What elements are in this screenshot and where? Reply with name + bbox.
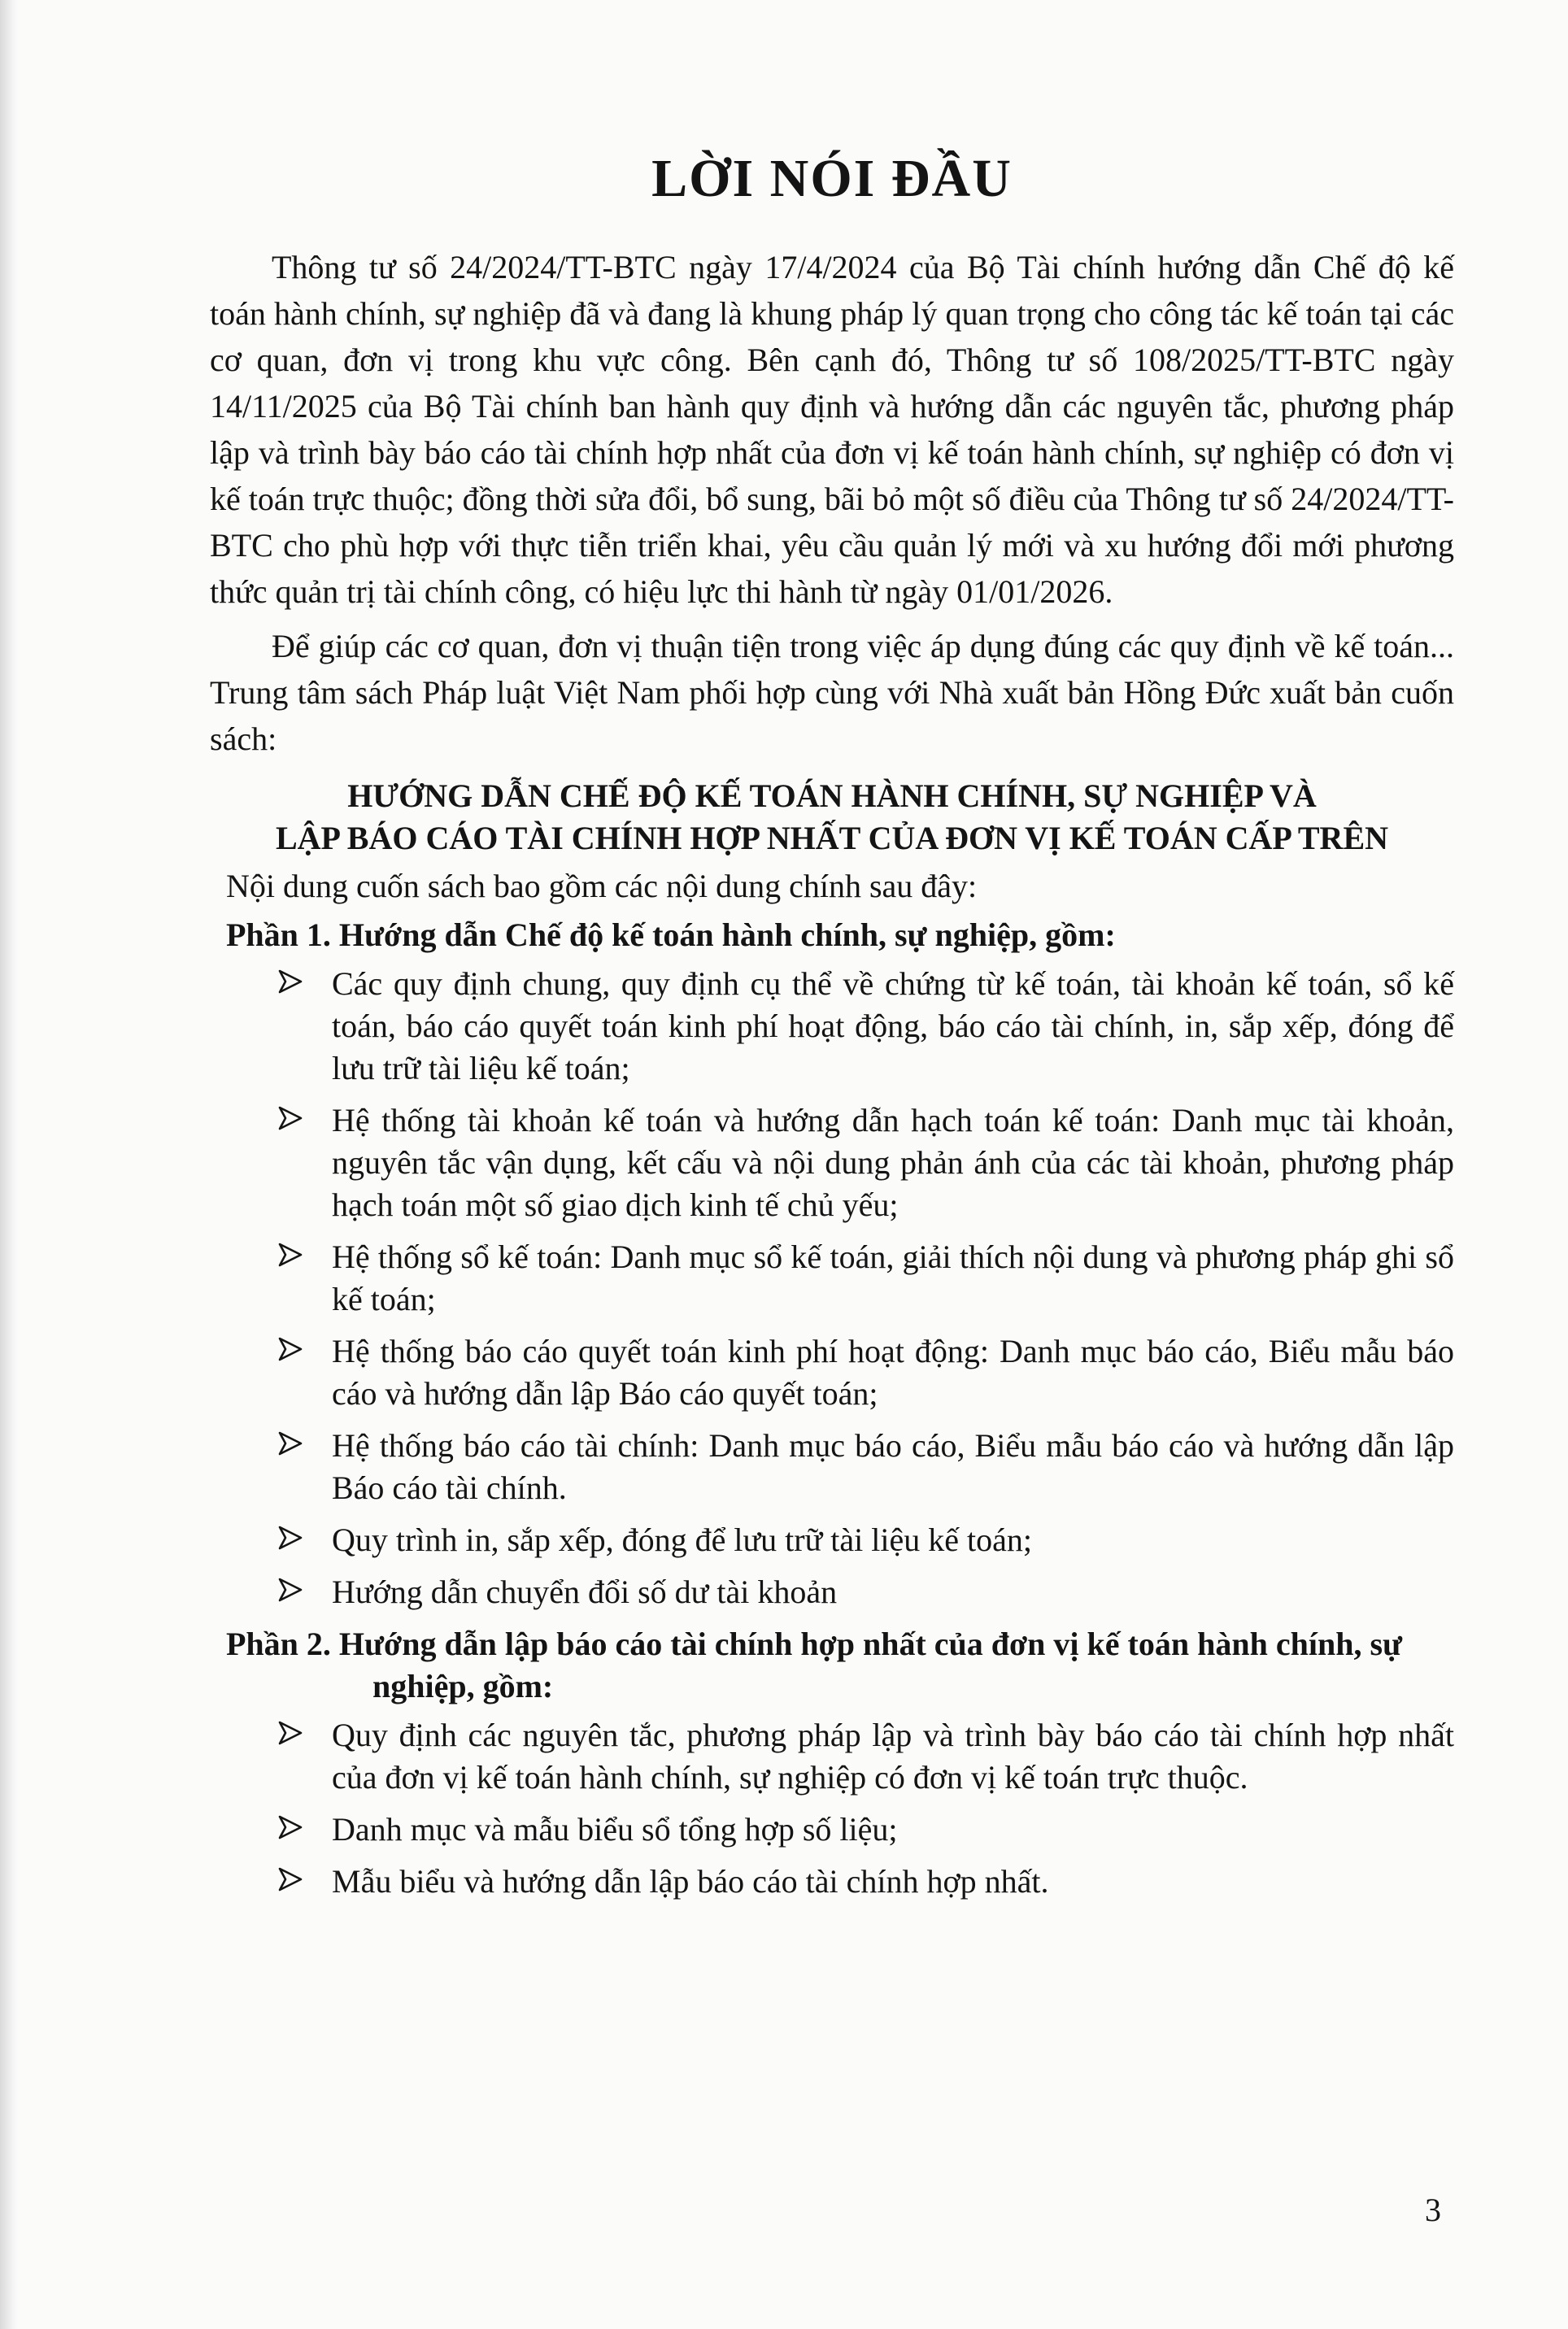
list-item (210, 1425, 1454, 1509)
list-item-text: Quy trình in, sắp xếp, đóng để lưu trữ tài liệu kế toán; (332, 1521, 1032, 1558)
contents-intro: Nội dung cuốn sách bao gồm các nội dung chính sau đây: (226, 868, 978, 904)
arrow-bullet-icon (277, 1524, 304, 1552)
list-item (210, 1236, 1454, 1321)
list-item (210, 1519, 1454, 1561)
page-title: LỜI NÓI ĐẦU (651, 149, 1013, 208)
book-title (210, 775, 1454, 860)
arrow-bullet-icon (277, 1576, 304, 1604)
list-item-text: Hệ thống tài khoản kế toán và hướng dẫn hạch toán kế toán: Danh mục tài khoản, nguyên tắc vận dụng, kết cấu và nội dung phản ánh của các tài khoản, phương pháp hạch toán một số giao dịch kinh tế chủ yếu; (332, 1102, 1454, 1223)
list-item (210, 1809, 1454, 1851)
page-number: 3 (1425, 2192, 1441, 2228)
arrow-bullet-icon (277, 1241, 304, 1269)
page-binding-edge (0, 0, 18, 2329)
list-item (210, 1330, 1454, 1415)
arrow-bullet-icon (277, 968, 304, 995)
list-item (210, 1099, 1454, 1226)
list-item-text: Các quy định chung, quy định cụ thể về chứng từ kế toán, tài khoản kế toán, sổ kế toán, báo cáo quyết toán kinh phí hoạt động, báo cáo tài chính, in, sắp xếp, đóng để lưu trữ tài liệu kế toán; (332, 965, 1454, 1086)
list-item-text: Quy định các nguyên tắc, phương pháp lập và trình bày báo cáo tài chính hợp nhất của đơn vị kế toán hành chính, sự nghiệp có đơn vị kế toán trực thuộc. (332, 1717, 1454, 1796)
book-title-line-1: HƯỚNG DẪN CHẾ ĐỘ KẾ TOÁN HÀNH CHÍNH, SỰ NGHIỆP VÀ (347, 777, 1317, 814)
list-item-text: Hướng dẫn chuyển đổi số dư tài khoản (332, 1574, 838, 1610)
paragraph-intro: Thông tư số 24/2024/TT-BTC ngày 17/4/2024 của Bộ Tài chính hướng dẫn Chế độ kế toán hành chính, sự nghiệp đã và đang là khung pháp lý quan trọng cho công tác kế toán tại các cơ quan, đơn vị trong khu vực công. Bên cạnh đó, Thông tư số 108/2025/TT-BTC ngày 14/11/2025 của Bộ Tài chính ban hành quy định và hướng dẫn các nguyên tắc, phương pháp lập và trình bày báo cáo tài chính hợp nhất của đơn vị kế toán hành chính, sự nghiệp có đơn vị kế toán trực thuộc; đồng thời sửa đổi, bổ sung, bãi bỏ một số điều của Thông tư số 24/2024/TT-BTC cho phù hợp với thực tiễn triển khai, yêu cầu quản lý mới và xu hướng đổi mới phương thức quản trị tài chính công, có hiệu lực thi hành từ ngày 01/01/2026. (210, 249, 1454, 610)
part-1-list (210, 963, 1454, 1613)
list-item-text: Hệ thống báo cáo tài chính: Danh mục báo cáo, Biểu mẫu báo cáo và hướng dẫn lập Báo cáo tài chính. (332, 1427, 1454, 1506)
list-item (210, 1571, 1454, 1613)
arrow-bullet-icon (277, 1719, 304, 1747)
list-item-text: Hệ thống sổ kế toán: Danh mục sổ kế toán, giải thích nội dung và phương pháp ghi sổ kế toán; (332, 1239, 1454, 1317)
paragraph-purpose: Để giúp các cơ quan, đơn vị thuận tiện trong việc áp dụng đúng các quy định về kế toán... Trung tâm sách Pháp luật Việt Nam phối hợp cùng với Nhà xuất bản Hồng Đức xuất bản cuốn sách: (210, 628, 1454, 757)
part-2-list (210, 1714, 1454, 1903)
part-2-heading: Phần 2. Hướng dẫn lập báo cáo tài chính hợp nhất của đơn vị kế toán hành chính, sự nghiệp, gồm: (226, 1626, 1403, 1704)
list-item-text: Danh mục và mẫu biểu sổ tổng hợp số liệu; (332, 1811, 898, 1848)
page-content (210, 137, 1454, 1913)
list-item (210, 963, 1454, 1090)
list-item-text: Hệ thống báo cáo quyết toán kinh phí hoạt động: Danh mục báo cáo, Biểu mẫu báo cáo và hướng dẫn lập Báo cáo quyết toán; (332, 1333, 1454, 1412)
part-1-heading: Phần 1. Hướng dẫn Chế độ kế toán hành chính, sự nghiệp, gồm: (226, 916, 1116, 953)
arrow-bullet-icon (277, 1430, 304, 1457)
arrow-bullet-icon (277, 1865, 304, 1893)
list-item (210, 1861, 1454, 1903)
list-item-text: Mẫu biểu và hướng dẫn lập báo cáo tài chính hợp nhất. (332, 1863, 1049, 1900)
arrow-bullet-icon (277, 1813, 304, 1841)
list-item (210, 1714, 1454, 1799)
arrow-bullet-icon (277, 1104, 304, 1132)
book-title-line-2: LẬP BÁO CÁO TÀI CHÍNH HỢP NHẤT CỦA ĐƠN VỊ KẾ TOÁN CẤP TRÊN (275, 820, 1389, 856)
arrow-bullet-icon (277, 1335, 304, 1363)
